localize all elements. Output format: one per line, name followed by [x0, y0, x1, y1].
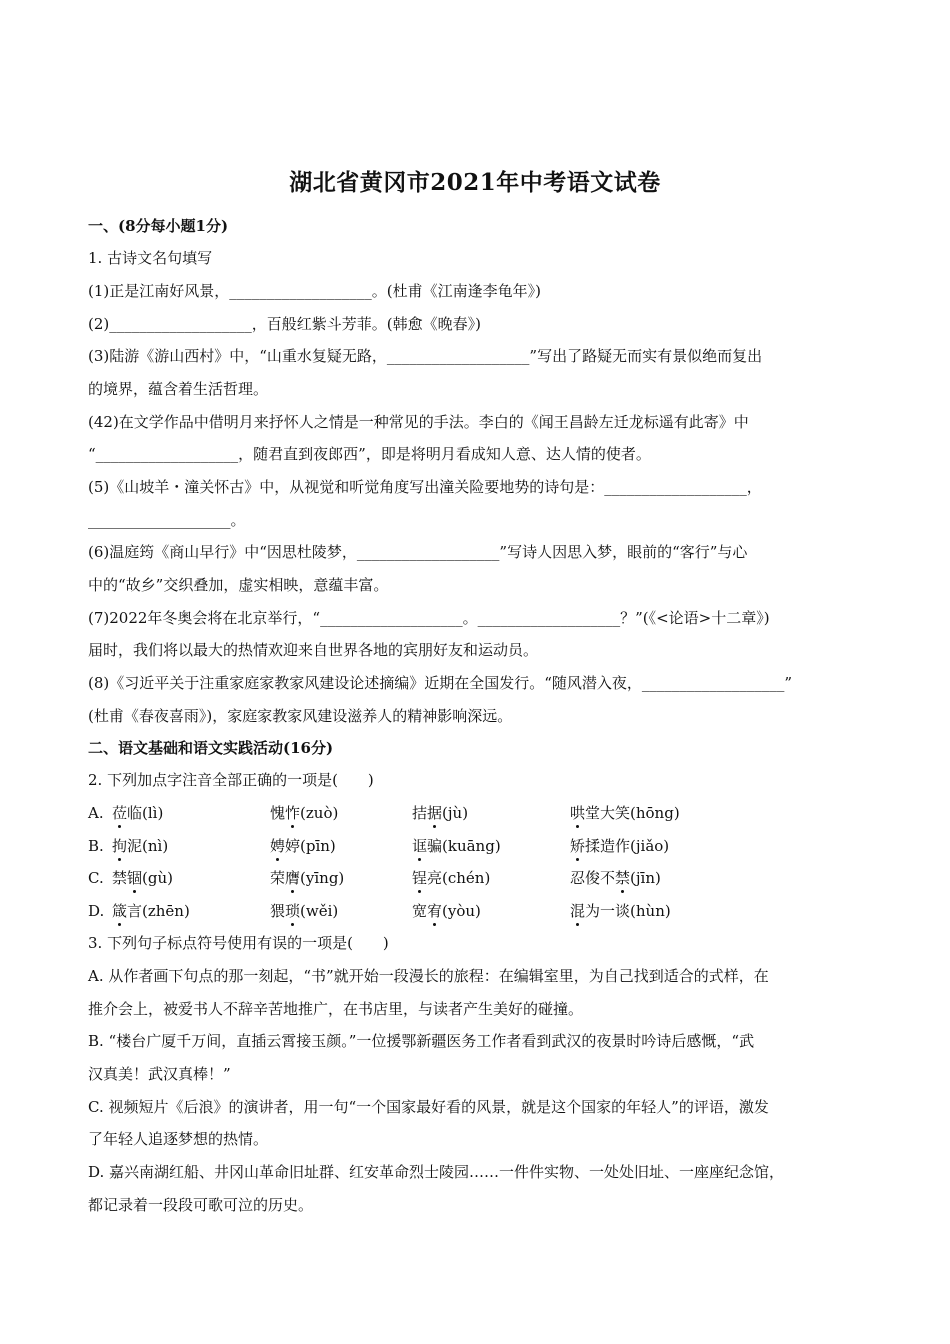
pinyin-item: 娉婷(pīn) — [270, 837, 336, 855]
pinyin-item: 锃亮(chén) — [412, 869, 491, 887]
question-1-5-line-1: (5)《山坡羊・潼关怀古》中，从视觉和听觉角度写出潼关险要地势的诗句是：___________________， — [88, 478, 762, 496]
section-2-heading: 二、语文基础和语文实践活动(16分) — [88, 739, 334, 757]
pinyin-item: 拮据(jù) — [412, 804, 469, 822]
question-1-4-line-1: (42)在文学作品中借明月来抒怀人之情是一种常见的手法。李白的《闻王昌龄左迁龙标遥有此寄》中 — [88, 413, 749, 431]
option-letter: B. — [88, 837, 104, 855]
question-2-option-c — [88, 868, 868, 888]
question-2-option-d — [88, 901, 868, 921]
question-1-5-line-2: ___________________。 — [88, 511, 246, 529]
option-letter: D. — [88, 902, 105, 920]
section-1-heading: 一、(8分每小题1分) — [88, 217, 229, 235]
option-letter: C. — [88, 869, 104, 887]
question-3-option-a-line-2: 推介会上，被爱书人不辞辛苦地推广，在书店里，与读者产生美好的碰撞。 — [88, 1000, 584, 1018]
question-1: 1. 古诗文名句填写 — [88, 249, 213, 267]
emphasis-char: 拘 — [112, 837, 128, 855]
question-1-7-line-2: 届时，我们将以最大的热情欢迎来自世界各地的宾朋好友和运动员。 — [88, 641, 539, 659]
pinyin-item: 哄堂大笑(hōng) — [570, 804, 680, 822]
emphasis-char: 矫 — [570, 837, 586, 855]
pinyin-item: 拘泥(nì) — [112, 837, 169, 855]
pinyin-item: 荣膺(yīng) — [270, 869, 345, 887]
emphasis-char: 诓 — [412, 837, 428, 855]
pinyin-item: 诓骗(kuāng) — [412, 837, 501, 855]
question-3-option-d-line-1: D. 嘉兴南湖红船、井冈山革命旧址群、红安革命烈士陵园……一件件实物、一处处旧址、一座座纪念馆， — [88, 1163, 785, 1181]
pinyin-item: 混为一谈(hùn) — [570, 902, 671, 920]
emphasis-char: 箴 — [112, 902, 128, 920]
question-3-option-b-line-1: B. “楼台广厦千万间，直插云霄接玉颜。”一位援鄂新疆医务工作者看到武汉的夜景时吟诗后感慨，“武 — [88, 1032, 755, 1050]
question-1-1: (1)正是江南好风景，___________________。(杜甫《江南逢李龟年》) — [88, 282, 541, 300]
pinyin-item: 忍俊不禁(jīn) — [570, 869, 661, 887]
question-3-option-d-line-2: 都记录着一段段可歌可泣的历史。 — [88, 1196, 314, 1214]
question-1-6-line-1: (6)温庭筠《商山早行》中“因思杜陵梦，___________________”写诗人因思入梦，眼前的“客行”与心 — [88, 543, 748, 561]
question-1-2: (2)___________________，百般红紫斗芳菲。(韩愈《晚春》) — [88, 315, 481, 333]
emphasis-char: 锃 — [412, 869, 428, 887]
question-2: 2. 下列加点字注音全部正确的一项是( ) — [88, 771, 374, 789]
emphasis-char: 哄 — [570, 804, 586, 822]
question-1-3-line-2: 的境界，蕴含着生活哲理。 — [88, 380, 269, 398]
question-1-8-line-1: (8)《习近平关于注重家庭家教家风建设论述摘编》近期在全国发行。“随风潜入夜，___________________” — [88, 674, 793, 692]
option-letter: A. — [88, 804, 104, 822]
question-1-3-line-1: (3)陆游《游山西村》中，“山重水复疑无路，___________________”写出了路疑无而实有景似绝而复出 — [88, 347, 763, 365]
question-1-7-line-1: (7)2022年冬奥会将在北京举行，“___________________。___________________？”(《<论语>十二章》) — [88, 609, 770, 627]
question-2-option-b — [88, 836, 868, 856]
question-3-option-c-line-1: C. 视频短片《后浪》的演讲者，用一句“一个国家最好看的风景，就是这个国家的年轻人”的评语，激发 — [88, 1098, 769, 1116]
emphasis-char: 膺 — [285, 869, 301, 887]
question-3-option-a-line-1: A. 从作者画下句点的那一刻起，“书”就开始一段漫长的旅程：在编辑室里，为自己找到适合的式样，在 — [88, 967, 769, 985]
pinyin-item: 箴言(zhēn) — [112, 902, 190, 920]
question-1-4-line-2: “___________________，随君直到夜郎西”，即是将明月看成知人意、达人情的使者。 — [88, 445, 651, 463]
emphasis-char: 禁 — [615, 869, 631, 887]
emphasis-char: 琐 — [285, 902, 301, 920]
pinyin-item: 猥琐(wěi) — [270, 902, 339, 920]
question-3-option-c-line-2: 了年轻人追逐梦想的热情。 — [88, 1130, 269, 1148]
emphasis-char: 混 — [570, 902, 586, 920]
question-3-option-b-line-2: 汉真美！武汉真棒！” — [88, 1065, 231, 1083]
emphasis-char: 娉 — [270, 837, 286, 855]
question-1-6-line-2: 中的“故乡”交织叠加，虚实相映，意蕴丰富。 — [88, 576, 389, 594]
pinyin-item: 宽宥(yòu) — [412, 902, 481, 920]
page-title: 湖北省黄冈市2021年中考语文试卷 — [289, 169, 661, 196]
pinyin-item: 禁锢(gù) — [112, 869, 173, 887]
emphasis-char: 怍 — [285, 804, 301, 822]
emphasis-char: 莅 — [112, 804, 128, 822]
question-2-option-a — [88, 803, 868, 823]
emphasis-char: 宥 — [427, 902, 443, 920]
emphasis-char: 据 — [427, 804, 443, 822]
pinyin-item: 莅临(lì) — [112, 804, 164, 822]
emphasis-char: 锢 — [127, 869, 143, 887]
question-1-8-line-2: (杜甫《春夜喜雨》)，家庭家教家风建设滋养人的精神影响深远。 — [88, 707, 513, 725]
pinyin-item: 愧怍(zuò) — [270, 804, 339, 822]
question-3: 3. 下列句子标点符号使用有误的一项是( ) — [88, 934, 389, 952]
pinyin-item: 矫揉造作(jiǎo) — [570, 837, 670, 855]
